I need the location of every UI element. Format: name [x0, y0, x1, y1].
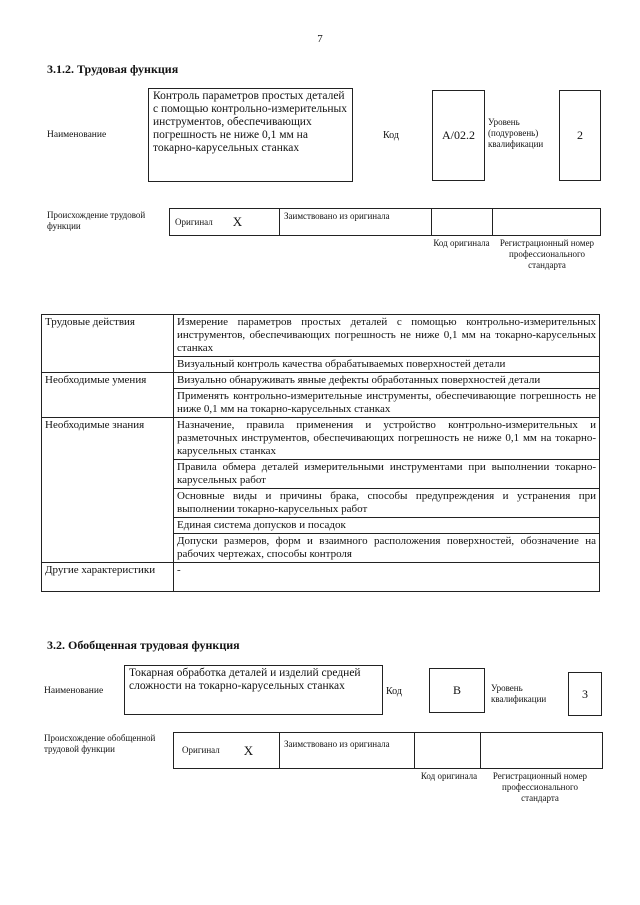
row-item: Назначение, правила применения и устройство контрольно-измерительных и разметочных инструментов, обеспечивающих погрешность не ниже 0,1 мм на токарно-карусельных станках [174, 418, 600, 460]
row-item: Визуальный контроль качества обрабатываемых поверхностей детали [174, 357, 600, 373]
reg-number-caption-2: Регистрационный номер профессионального стандарта [492, 771, 588, 803]
row-item: Допуски размеров, форм и взаимного расположения поверхностей, обозначение на рабочих чертежах, способы контроля [174, 534, 600, 563]
row-item: Основные виды и причины брака, способы предупреждения и устранения при выполнении токарно-карусельных работ [174, 489, 600, 518]
name-label: Наименование [47, 130, 107, 140]
origin-row-2 [173, 732, 603, 769]
code-value-box: A/02.2 [432, 90, 485, 181]
reg-number-cell [493, 209, 600, 235]
row-label: Необходимые знания [42, 418, 174, 563]
level-label: Уровень (подуровень) квалификации [488, 117, 544, 149]
origin-label: Происхождение трудовой функции [47, 210, 146, 231]
borrowed-cell: Заимствовано из оригинала [280, 209, 432, 235]
original-mark: X [232, 214, 243, 229]
table-row [42, 373, 600, 389]
code-original-caption-2: Код оригинала [420, 771, 478, 781]
row-item: - [174, 563, 600, 592]
row-item: Визуально обнаруживать явные дефекты обработанных поверхностей детали [174, 373, 600, 389]
table-row [42, 418, 600, 460]
row-item: Правила обмера деталей измерительными инструментами при выполнении токарно-карусельных работ [174, 460, 600, 489]
row-label: Трудовые действия [42, 315, 174, 373]
row-item: Измерение параметров простых деталей с помощью контрольно-измерительных инструментов, обеспечивающих погрешность не ниже 0,1 мм на токарно-карусельных станках [174, 315, 600, 357]
reg-number-caption: Регистрационный номер профессионального стандарта [499, 238, 595, 270]
original-label: Оригинал [175, 216, 213, 227]
table-row [42, 315, 600, 357]
borrowed-cell-2: Заимствовано из оригинала [280, 733, 415, 768]
level-label-2: Уровень квалификации [491, 683, 547, 704]
code-label-2: Код [386, 686, 402, 697]
section-heading-3-2: 3.2. Обобщенная трудовая функция [47, 638, 240, 652]
original-cell-2 [174, 733, 280, 768]
code-original-caption: Код оригинала [433, 238, 490, 248]
level-value-box-2: 3 [568, 672, 602, 716]
row-label: Необходимые умения [42, 373, 174, 418]
name-label-2: Наименование [44, 686, 104, 696]
table-row [42, 563, 600, 592]
original-label-2: Оригинал [182, 745, 220, 755]
reg-number-cell-2 [481, 733, 602, 768]
row-item: Единая система допусков и посадок [174, 518, 600, 534]
origin-label-2: Происхождение обобщенной трудовой функции [44, 733, 156, 754]
code-label: Код [383, 130, 399, 141]
row-label: Другие характеристики [42, 563, 174, 592]
origin-row [169, 208, 601, 236]
code-original-cell-2 [415, 733, 481, 768]
original-cell [170, 209, 280, 235]
row-item: Применять контрольно-измерительные инструменты, обеспечивающие погрешность не ниже 0,1 мм на токарно-карусельных станках [174, 389, 600, 418]
original-mark-2: X [243, 742, 254, 758]
section-heading-3-1-2: 3.1.2. Трудовая функция [47, 62, 179, 76]
code-original-cell [432, 209, 493, 235]
page-number: 7 [317, 33, 323, 45]
level-value-box: 2 [559, 90, 601, 181]
function-name-box: Контроль параметров простых деталей с помощью контрольно-измерительных инструментов, обеспечивающих погрешность не ниже 0,1 мм на токарно-карусельных станках [148, 88, 353, 182]
details-table [41, 314, 600, 592]
generalized-name-box: Токарная обработка деталей и изделий средней сложности на токарно-карусельных станках [124, 665, 383, 715]
code-value-box-2: B [429, 668, 485, 713]
